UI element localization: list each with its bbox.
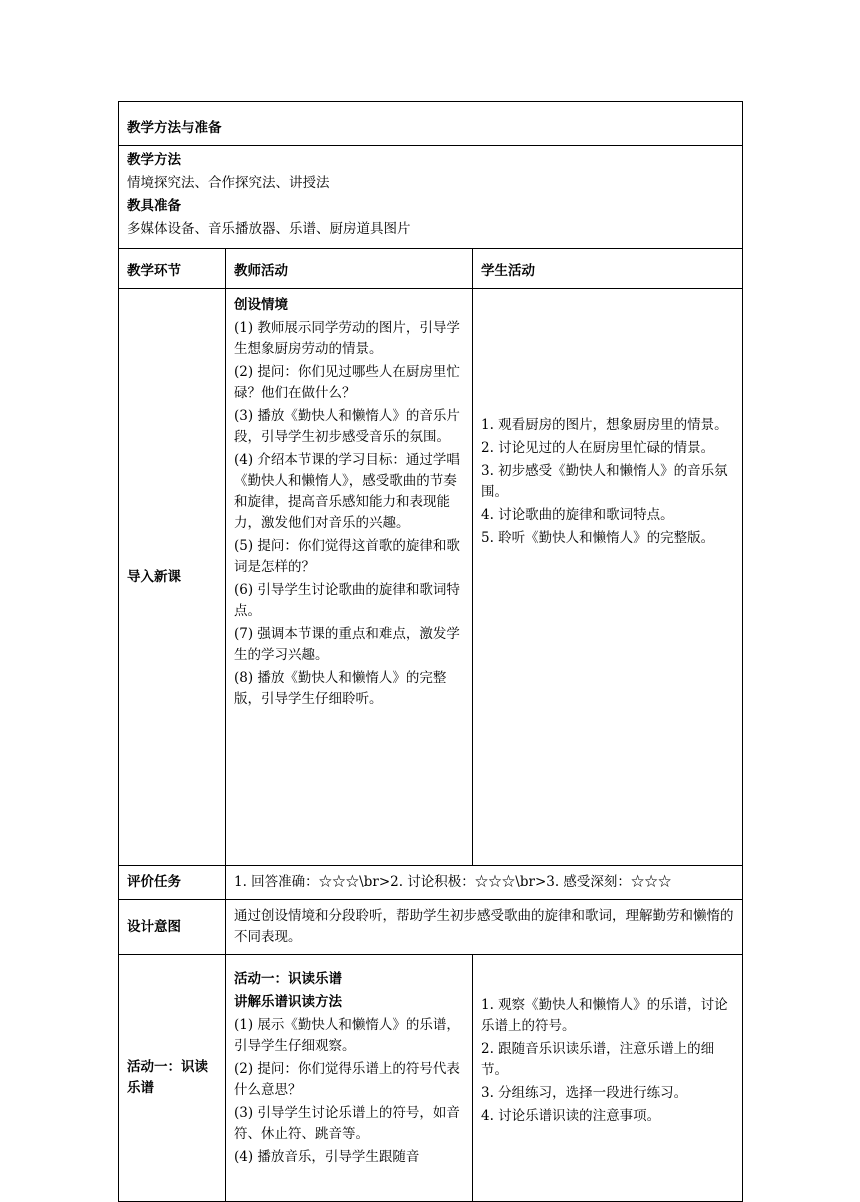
methods-heading: 教学方法 [127,152,181,168]
intro-student-item: 2. 讨论见过的人在厨房里忙碌的情景。 [481,440,715,456]
methods-text: 情境探究法、合作探究法、讲授法 [127,175,330,191]
intro-teacher-item: (1) 教师展示同学劳动的图片，引导学生想象厨房劳动的情景。 [234,320,460,357]
intro-student-activity [473,289,743,866]
activity1-teacher-title: 活动一：识读乐谱 [234,971,342,987]
intro-student-item: 5. 聆听《勤快人和懒惰人》的完整版。 [481,530,715,546]
intro-teacher-title: 创设情境 [234,297,288,313]
intro-teacher-activity [226,289,473,866]
evaluation-row [119,866,743,900]
lesson-plan-table [118,101,743,1202]
activity1-student-item: 4. 讨论乐谱识读的注意事项。 [481,1108,661,1124]
activity1-teacher-item: (4) 播放音乐，引导学生跟随音 [234,1149,420,1165]
activity1-stage-label: 活动一：识读乐谱 [119,955,226,1202]
intro-teacher-item: (5) 提问：你们觉得这首歌的旋律和歌词是怎样的？ [234,538,460,575]
intro-teacher-item: (4) 介绍本节课的学习目标：通过学唱《勤快人和懒惰人》，感受歌曲的节奏和旋律，提高音乐感知能力和表现能力，激发他们对音乐的兴趣。 [234,452,460,531]
section-header: 教学方法与准备 [119,102,743,146]
activity1-teacher-item: (3) 引导学生讨论乐谱上的符号，如音符、休止符、跳音等。 [234,1105,460,1142]
column-header-student: 学生活动 [473,249,743,289]
activity1-teacher-activity [226,955,473,1202]
evaluation-text: 1. 回答准确：☆☆☆\br>2. 讨论积极：☆☆☆\br>3. 感受深刻：☆☆☆ [226,866,743,900]
activity1-student-activity [473,955,743,1202]
activity1-student-item: 1. 观察《勤快人和懒惰人》的乐谱，讨论乐谱上的符号。 [481,997,728,1034]
activity1-row [119,955,743,1202]
column-header-teacher: 教师活动 [226,249,473,289]
intro-student-item: 4. 讨论歌曲的旋律和歌词特点。 [481,507,674,523]
column-header-stage: 教学环节 [119,249,226,289]
intro-teacher-item: (7) 强调本节课的重点和难点，激发学生的学习兴趣。 [234,626,460,663]
intro-teacher-item: (3) 播放《勤快人和懒惰人》的音乐片段，引导学生初步感受音乐的氛围。 [234,408,460,445]
activity1-teacher-item: (1) 展示《勤快人和懒惰人》的乐谱，引导学生仔细观察。 [234,1017,460,1054]
activity1-teacher-item: (2) 提问：你们觉得乐谱上的符号代表什么意思？ [234,1061,460,1098]
intro-stage-label: 导入新课 [119,289,226,866]
intro-teacher-item: (8) 播放《勤快人和懒惰人》的完整版，引导学生仔细聆听。 [234,670,447,707]
intro-row [119,289,743,866]
intro-teacher-item: (6) 引导学生讨论歌曲的旋律和歌词特点。 [234,582,460,619]
intro-teacher-item: (2) 提问：你们见过哪些人在厨房里忙碌？他们在做什么？ [234,364,460,401]
activity1-student-item: 2. 跟随音乐识读乐谱，注意乐谱上的细节。 [481,1041,715,1078]
design-text: 通过创设情境和分段聆听，帮助学生初步感受歌曲的旋律和歌词，理解勤劳和懒惰的不同表现。 [226,900,743,955]
evaluation-label: 评价任务 [119,866,226,900]
design-label: 设计意图 [119,900,226,955]
activity1-teacher-subtitle: 讲解乐谱识读方法 [234,994,342,1010]
tools-text: 多媒体设备、音乐播放器、乐谱、厨房道具图片 [127,221,411,237]
tools-heading: 教具准备 [127,198,181,214]
activity1-student-item: 3. 分组练习，选择一段进行练习。 [481,1085,688,1101]
intro-student-item: 1. 观看厨房的图片，想象厨房里的情景。 [481,417,728,433]
methods-and-tools-cell [119,146,743,249]
design-row [119,900,743,955]
intro-student-item: 3. 初步感受《勤快人和懒惰人》的音乐氛围。 [481,463,728,500]
